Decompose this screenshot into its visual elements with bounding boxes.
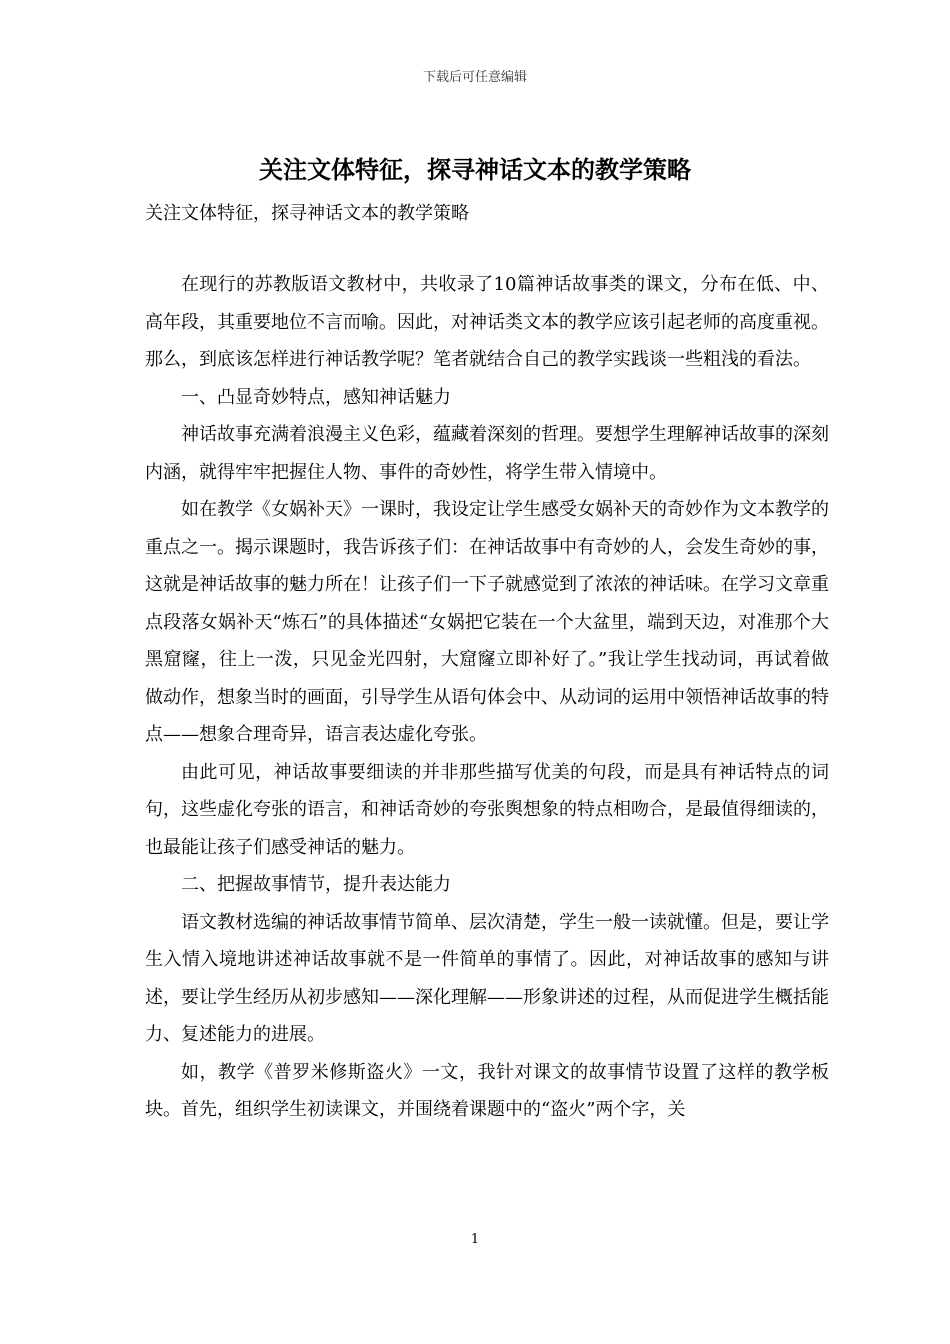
paragraph: 语文教材选编的神话故事情节简单、层次清楚，学生一般一读就懂。但是，要让学生入情入境地讲述神话故事就不是一件简单的事情了。因此，对神话故事的感知与讲述，要让学生经历从初步感知——深化理解——形象讲述的过程，从而促进学生概括能力、复述能力的进展。 — [145, 911, 829, 1045]
header-note: 下载后可任意编辑 — [422, 70, 527, 85]
page-number: 1 — [470, 1232, 480, 1247]
section-heading: 一、凸显奇妙特点，感知神话魅力 — [181, 386, 451, 408]
paragraph: 如，教学《普罗米修斯盗火》一文，我针对课文的故事情节设置了这样的教学板块。首先，组织学生初读课文，并围绕着课题中的“盗火”两个字，关 — [145, 1061, 829, 1120]
document-subtitle: 关注文体特征，探寻神话文本的教学策略 — [145, 203, 469, 224]
document-title: 关注文体特征，探寻神话文本的教学策略 — [259, 155, 691, 184]
section-heading: 二、把握故事情节，提升表达能力 — [181, 874, 451, 895]
paragraph: 如在教学《女娲补天》一课时，我设定让学生感受女娲补天的奇妙作为文本教学的重点之一。揭示课题时，我告诉孩子们：在神话故事中有奇妙的人，会发生奇妙的事，这就是神话故事的魅力所在！让孩子们一下子就感觉到了浓浓的神话味。在学习文章重点段落女娲补天“炼石”的具体描述“女娲把它装在一个大盆里，端到天边，对准那个大黑窟窿，往上一泼，只见金光四射，大窟窿立即补好了。”我让学生找动词，再试着做做动作，想象当时的画面，引导学生从语句体会中、从动词的运用中领悟神话故事的特点——想象合理奇异，语言表达虚化夸张。 — [145, 499, 829, 745]
paragraph: 神话故事充满着浪漫主义色彩，蕴藏着深刻的哲理。要想学生理解神话故事的深刻内涵，就得牢牢把握住人物、事件的奇妙性，将学生带入情境中。 — [145, 424, 829, 483]
paragraph: 由此可见，神话故事要细读的并非那些描写优美的句段，而是具有神话特点的词句，这些虚化夸张的语言，和神话奇妙的夸张舆想象的特点相吻合，是最值得细读的，也最能让孩子们感受神话的魅力。 — [145, 761, 829, 858]
document-body — [145, 266, 829, 1129]
paragraph: 在现行的苏教版语文教材中，共收录了10篇神话故事类的课文，分布在低、中、高年段，其重要地位不言而喻。因此，对神话类文本的教学应该引起老师的高度重视。那么，到底该怎样进行神话教学呢？笔者就结合自己的教学实践谈一些粗浅的看法。 — [145, 274, 829, 370]
